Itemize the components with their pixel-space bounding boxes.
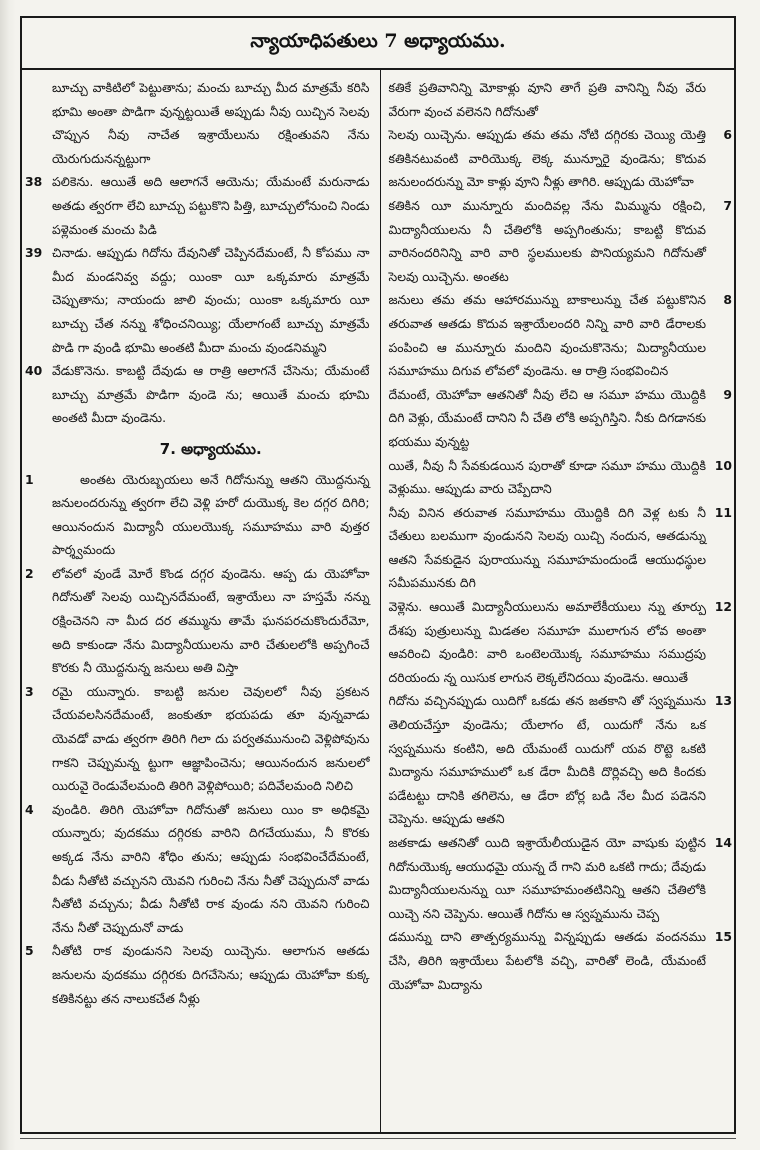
chapter-heading: 7. అధ్యాయము. (159, 439, 262, 458)
paragraph: 39 చినాడు. ఆప్పుడు గిదోను దేవునితో చెప్పినదేమంటే, నీ కోపము నా మీద మండనివ్వ వద్దు; యింకా యీ ఒక్కమారు మాత్రమే చెప్పుతాను; నాయందు జాలి వుంచు; యింకా ఒక్కమారు యీ బూచ్చు చేత నన్ను శోధించనియ్యి; యేలాగంటే బూచ్చు మాత్రమే పొడి గా వుండి భూమి అంతటి మీదా మంచు వుండనిమ్మని (52, 241, 370, 359)
paragraph: 2 లోవలో వుండే మోరే కొండ దగ్గర వుండెను. ఆప్ప డు యెహోవా గిదోనుతో సెలవు యిచ్చినదేమంటే, ఇశ్రాయేలు నా హస్తమే నన్ను రక్షించెనని నా మీద దర తమ్మును తామే ఘనపరచుకొందురేమో, అది కాకుండా నేను మిద్యానీయులను వారి చేతులలోకి అప్పగించే కొరకు నీ యొద్దనున్న జనులు అతి విస్తా (52, 562, 370, 680)
verse-number: 12 (714, 599, 732, 615)
paragraph: 11 నీవు వినిన తరువాత సమూహము యొద్దికి దిగి వెళ్ల టకు నీ చేతులు బలముగా వుండునని సెలవు యిచ్చి నందున, ఆతడున్ను ఆతని సేవకుడైన పురాయున్ను సమూహమందుండే ఆయుధస్థుల సమీపమునకు దిగి (389, 501, 707, 595)
paragraph: 38 పలికెను. ఆయితే అది ఆలాగనే ఆయెను; యేమంటే మరునాడు అతడు త్వరగా లేచి బూచ్చు పట్టుకొని పిత్తి, బూచ్చులోనుంచి నిండు పళ్లెమంత మంచు పిడి (52, 170, 370, 241)
verse-number: 1 (25, 471, 34, 487)
paragraph: 10 యితే, నీవు నీ సేవకుడయిన పురాతో కూడా సమూ హము యొద్దికి వెళ్లుము. ఆప్పుడు వారు చెప్పేదాని (389, 454, 707, 501)
verse-number: 11 (714, 504, 732, 520)
verse-number: 40 (25, 363, 43, 379)
left-column (22, 70, 380, 1132)
verse-number: 4 (25, 801, 34, 817)
paragraph: కతికే ప్రతివానిన్ని మోకాళ్లు వూని తాగే ప్రతి వానిన్ని నీవు వేరు వేరుగా వుంచ వలెనని గిదోనుతో (388, 80, 706, 119)
text-columns (22, 70, 734, 1132)
paragraph: 40 వేడుకొనెను. కాబట్టి దేవుడు ఆ రాత్రి ఆలాగనే చేసెను; యేమంటే బూచ్చు మాత్రమే పొడిగా వుండె ను; ఆయితే మంచు భూమి అంతటి మీదా వుండెను. (52, 359, 370, 430)
verse-number: 10 (714, 457, 732, 473)
verse-number: 2 (25, 565, 34, 581)
verse-number: 15 (714, 929, 732, 945)
paragraph: 13 గిదోను వచ్చినప్పుడు యిదిగో ఒకడు తన జతకాని తో స్వప్నమును తెలియచేస్తూ వుండెను; యేలాగం టే, యిదుగో నేను ఒక స్వప్నమును కంటిని, అది యేమంటే యిదుగో యవ రొట్టె ఒకటి మిద్యాను సమూహములో ఒక డేరా మీదికి దొర్లివచ్చి అది కిందకు పడేటట్టు దానికి తగిలెను, ఆ డేరా బోర్ల బడి నేల మీద పడెనని చెప్పెను. ఆప్పుడు ఆతని (389, 689, 707, 831)
paragraph: 12 వెళ్లెను. ఆయితే మిద్యానీయులును అమాలేకీయులు న్ను తూర్పు దేశపు పుత్రులున్ను మిడతల సమూహ ములాగున లోవ అంతా ఆవరించి వుండిరి: వారి ఒంటెలయొక్క సమూహము సముద్రపు దరియందు న్న యిసుక లాగున లెక్కలేనిదయి వుండెను. ఆయితే (389, 595, 707, 689)
verse-number: 9 (723, 386, 732, 402)
verse-number: 39 (25, 245, 43, 261)
verse-number: 7 (723, 197, 732, 213)
verse-number: 3 (25, 683, 34, 699)
paragraph: 15 డమున్ను దాని తాత్పర్యమున్ను విన్నప్పుడు ఆతడు వందనము చేసి, తిరిగి ఇశ్రాయేలు పేటలోకి వచ్చి, వారితో లెండి, యేమంటే యెహోవా మిద్యాను (389, 925, 707, 996)
verse-number: 38 (25, 174, 43, 190)
right-column (380, 70, 735, 1132)
paragraph: 8 జనులు తమ తమ ఆహారమున్ను బాకాలున్ను చేత పట్టుకొనిన తరువాత ఆతడు కొదువ ఇశ్రాయేలందరి నిన్ని వారి వారి డేరాలకు పంపించి ఆ మున్నూరు మందిని వుంచుకొనెను; మిద్యానీయుల సమూహము దిగువ లోవలో వుండెను. ఆ రాత్రి సంభవించిన (389, 288, 707, 382)
paragraph: 5 నీతోటి రాక వుండునని సెలవు యిచ్చెను. ఆలాగున ఆతడు జనులను వుదకము దగ్గిరకు దిగచేసెను; ఆప్పుడు యెహోవా కుక్క కతికినట్టు తన నాలుకచేత నీళ్లు (52, 939, 370, 1010)
paragraph: 9 దేమంటే, యెహోవా ఆతనితో నీవు లేచి ఆ సమూ హము యొద్దికి దిగి వెళ్లు, యేమంటే దానిని నీ చేతి లోకి అప్పగిస్తిని. నీకు దిగడానకు భయము వున్నట్ట (389, 383, 707, 454)
verse-number: 8 (723, 292, 732, 308)
paragraph: 4 వుండిరి. తిరిగి యెహోవా గిదోనుతో జనులు యిం కా అధికమై యున్నారు; వుదకము దగ్గిరకు వారిని దిగచేయుము, నీ కొరకు అక్కడ నేను వారిని శోధిం తును; ఆప్పుడు సంభవించేదేమంటే, వీడు నీతోటి వచ్చునని యెవని గురించి నేను నీతో చెప్పుదునో వాడు నీతోటి వచ్చును; వీడు నీతోటి రాక వుండు నని యెవని గురించి నేను నీతో చెప్పుదునో వాడు (52, 798, 370, 940)
page-title: న్యాయాధిపతులు 7 అధ్యాయము. (22, 18, 734, 70)
verse-number: 13 (714, 693, 732, 709)
book-spine-shadow (0, 0, 16, 1150)
verse-number: 6 (723, 127, 732, 143)
paragraph: 7 కతికిన యీ మున్నూరు మందివల్ల నేను మిమ్మును రక్షించి, మిద్యానీయులను నీ చేతిలోకి అప్పగింతును; కాబట్టి కొదువ వారినందరినిన్ని వారి వారి స్థలములకు పొనియ్యమని గిదోనుతో సెలవు యిచ్చెను. అంతట (389, 194, 707, 288)
bottom-rule (20, 1138, 736, 1139)
paragraph: 3 రమై యున్నారు. కాబట్టి జనుల చెవులలో నీవు ప్రకటన చేయవలసినదేమంటే, జంకుతూ భయపడు తూ వున్నవాడు యెవడో వాడు త్వరగా తిరిగి గిలా దు పర్వతమునుంచి వెళ్లిపోవును గాకని చెప్పుమన్న ట్టుగా ఆజ్ఞాపించెను; ఆయినందున జనులలో యిరువై రెండువేలమంది తిరిగి వెళ్లిపోయిరి; పదివేలమంది నిలిచి (52, 680, 370, 798)
paragraph: బూచ్చు వాకిటిలో పెట్టుతాను; మంచు బూచ్చు మీద మాత్రమే కరిసి భూమి అంతా పొడిగా వున్నట్టయితే అప్పుడు నీవు యిచ్చిన సెలవు చొప్పున నీవు నాచేత ఇశ్రాయేలును రక్షింతువని నేను యెరుగుదునన్నట్టుగా (52, 80, 370, 166)
page-frame (20, 16, 736, 1134)
paragraph: 14 జతకాడు ఆతనితో యిది ఇశ్రాయేలీయుడైన యో వాషుకు పుట్టిన గిదోనుయొక్క ఆయుధమై యున్న దే గాని మరి ఒకటి గాదు; దేవుడు మిద్యానీయులనున్ను యీ సమూహమంతటినిన్ని ఆతని చేతిలోకి యిచ్చె నని చెప్పెను. ఆయితే గిదోను ఆ స్వప్నమును చెప్ప (389, 831, 707, 925)
paragraph: 6 సెలవు యిచ్చెను. ఆప్పుడు తమ తమ నోటి దగ్గిరకు చెయ్యి యెత్తి కతికినటువంటి వారియొక్క లెక్క మున్నూరై వుండెను; కొదువ జనులందరున్ను మో కాళ్లు వూని నీళ్లు తాగిరి. ఆప్పుడు యెహోవా (389, 123, 707, 194)
paragraph: 1 అంతట యెరుబ్బయలు అనే గిదోనున్ను ఆతని యొద్దనున్న జనులందరున్ను త్వరగా లేచి వెళ్లి హరో దుయొక్క కెల దగ్గర దిగిరి; ఆయినందున మిద్యానీ యులయొక్క సమూహము వారి వుత్తర పార్శ్వమందు (52, 468, 370, 562)
verse-number: 5 (25, 943, 34, 959)
verse-number: 14 (714, 835, 732, 850)
